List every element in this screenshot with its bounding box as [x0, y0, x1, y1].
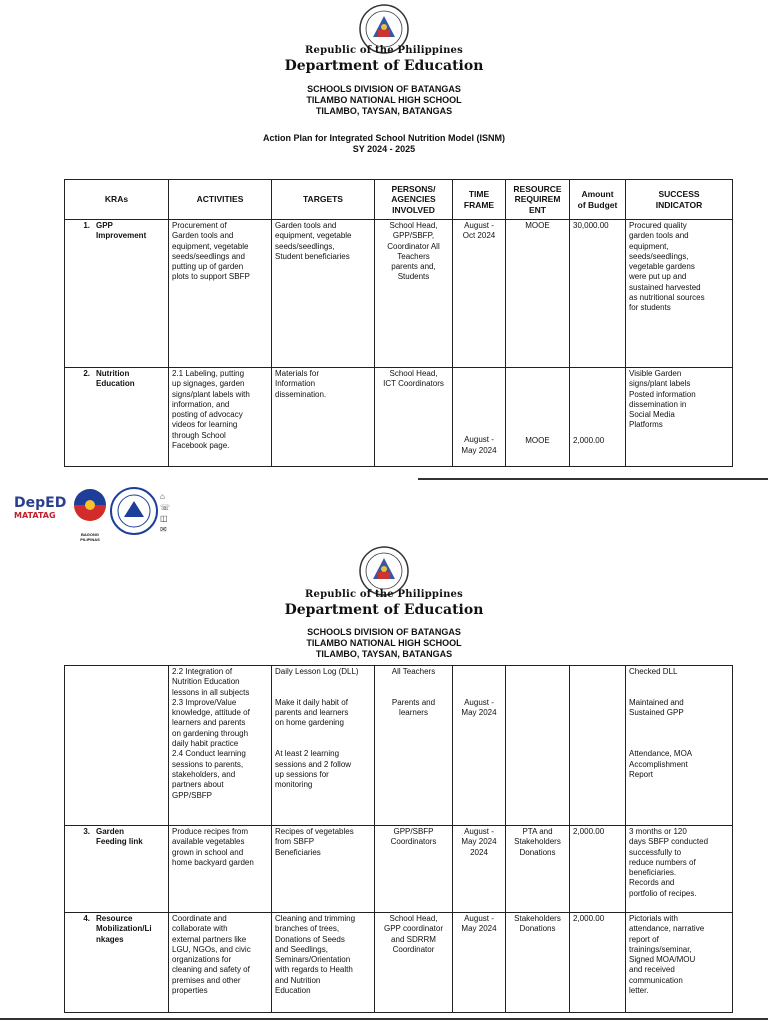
kra-cell — [65, 220, 169, 368]
col-header-indicator: SUCCESS INDICATOR — [626, 180, 733, 220]
budget-cell: 2,000.00 — [570, 826, 626, 913]
persons-cell: GPP/SBFP Coordinators — [375, 826, 453, 913]
targets-cell: Cleaning and trimming branches of trees, Donations of Seeds and Seedlings, Seminars/Orientation with regards to Health and Nutrition Education — [272, 913, 375, 1013]
persons-cell: School Head, GPP/SBFP, Coordinator All Teachers parents and, Students — [375, 220, 453, 368]
plan-title: Action Plan for Integrated School Nutrition Model (ISNM) — [263, 133, 505, 143]
matatag-logo-text: MATATAG — [14, 511, 56, 520]
school-label: TILAMBO NATIONAL HIGH SCHOOL — [306, 95, 462, 105]
kra-label: GPP Improvement — [96, 221, 147, 241]
table-row — [65, 368, 733, 467]
activities-cell: 2.2 Integration of Nutrition Education lessons in all subjects 2.3 Improve/Value knowledge, attitude of learners and parents on gardening through daily habit practice 2.4 Conduct learning sessions to parents, stakeholders, and partners about GPP/SBFP — [169, 666, 272, 826]
table-row — [65, 826, 733, 913]
page2-header — [0, 589, 768, 660]
indicator-cell: Checked DLL Maintained and Sustained GPP Attendance, MOA Accomplishment Report — [626, 666, 733, 826]
bottom-divider — [0, 1018, 768, 1020]
time-cell: August - Oct 2024 — [453, 220, 506, 368]
deped-logo-text: DepED — [14, 495, 67, 511]
indicator-cell: 3 months or 120 days SBFP conducted successfully to reduce numbers of beneficiaries. Records and portfolio of recipes. — [626, 826, 733, 913]
kra-label: Nutrition Education — [96, 369, 135, 389]
kra-label: Garden Feeding link — [96, 827, 143, 847]
kra-cell — [65, 826, 169, 913]
time-cell: August - May 2024 — [453, 368, 506, 467]
resource-cell: MOOE — [506, 220, 570, 368]
time-cell: August - May 2024 2024 — [453, 826, 506, 913]
address-label: TILAMBO, TAYSAN, BATANGAS — [315, 106, 453, 116]
division-label: SCHOOLS DIVISION OF BATANGAS — [307, 84, 461, 94]
kra-label: Resource Mobilization/Li nkages — [96, 914, 152, 944]
table-row — [65, 913, 733, 1013]
bagong-pilipinas-icon — [72, 487, 108, 527]
kra-number: 3. — [83, 827, 90, 836]
kra-number: 1. — [83, 221, 90, 230]
budget-cell — [570, 666, 626, 826]
school-label: TILAMBO NATIONAL HIGH SCHOOL — [306, 638, 462, 648]
bagong-pilipinas-logo — [72, 487, 108, 542]
action-plan-table-page1 — [64, 179, 733, 467]
department-label: Department of Education — [284, 602, 484, 618]
kra-cell — [65, 913, 169, 1013]
bagong-pilipinas-text: BAGONG PILIPINAS — [80, 532, 100, 542]
col-header-budget: Amount of Budget — [570, 180, 626, 220]
targets-cell: Recipes of vegetables from SBFP Beneficiaries — [272, 826, 375, 913]
kra-number: 2. — [83, 369, 90, 378]
department-label: Department of Education — [284, 58, 484, 74]
resource-cell: Stakeholders Donations — [506, 913, 570, 1013]
indicator-cell: Visible Garden signs/plant labels Posted information dissemination in Social Media Platforms — [626, 368, 733, 467]
indicator-cell: Procured quality garden tools and equipment, seeds/seedlings, vegetable gardens were put up and sustained harvested as nutritional sources for students — [626, 220, 733, 368]
kra-cell — [65, 368, 169, 467]
col-header-resource: RESOURCE REQUIREM ENT — [506, 180, 570, 220]
col-header-targets: TARGETS — [272, 180, 375, 220]
activities-cell: Procurement of Garden tools and equipment, vegetable seeds/seedlings and putting up of garden plots to support SBFP — [169, 220, 272, 368]
table-header-row — [65, 180, 733, 220]
action-plan-table-page2 — [64, 665, 733, 1013]
targets-cell: Materials for Information dissemination. — [272, 368, 375, 467]
page-footer — [0, 477, 768, 543]
targets-cell: Garden tools and equipment, vegetable seeds/seedlings, Student beneficiaries — [272, 220, 375, 368]
address-label: TILAMBO, TAYSAN, BATANGAS — [315, 649, 453, 659]
budget-cell: 2,000.00 — [570, 913, 626, 1013]
table-row — [65, 220, 733, 368]
location-icon: ⌂ — [160, 492, 165, 501]
resource-cell: MOOE — [506, 368, 570, 467]
republic-label: Republic of the Philippines — [305, 45, 463, 56]
division-label: SCHOOLS DIVISION OF BATANGAS — [307, 627, 461, 637]
col-header-persons: PERSONS/ AGENCIES INVOLVED — [375, 180, 453, 220]
resource-cell — [506, 666, 570, 826]
resource-cell: PTA and Stakeholders Donations — [506, 826, 570, 913]
kra-cell — [65, 666, 169, 826]
email-icon: ✉ — [160, 525, 167, 534]
phone-icon: ☏ — [160, 503, 171, 512]
col-header-kras: KRAs — [65, 180, 169, 220]
school-year: SY 2024 - 2025 — [352, 144, 416, 154]
web-icon: ◫ — [160, 514, 168, 523]
activities-cell: 2.1 Labeling, putting up signages, garden signs/plant labels with information, and posting of advocacy videos for learning through School Facebook page. — [169, 368, 272, 467]
kra-number: 4. — [83, 914, 90, 923]
time-cell: August - May 2024 — [453, 666, 506, 826]
persons-cell: All Teachers Parents and learners — [375, 666, 453, 826]
activities-cell: Coordinate and collaborate with external partners like LGU, NGOs, and civic organizations for cleaning and safety of premises and other properties — [169, 913, 272, 1013]
page1-header — [0, 45, 768, 155]
indicator-cell: Pictorials with attendance, narrative report of trainings/seminar, Signed MOA/MOU and received communication letter. — [626, 913, 733, 1013]
deped-matatag-logo — [14, 495, 66, 529]
persons-cell: School Head, ICT Coordinators — [375, 368, 453, 467]
activities-cell: Produce recipes from available vegetables grown in school and home backyard garden — [169, 826, 272, 913]
col-header-activities: ACTIVITIES — [169, 180, 272, 220]
targets-cell: Daily Lesson Log (DLL) Make it daily habit of parents and learners on home gardening At least 2 learning sessions and 2 follow up sessions for monitoring — [272, 666, 375, 826]
budget-cell: 30,000.00 — [570, 220, 626, 368]
contact-icons — [160, 491, 170, 535]
table-row — [65, 666, 733, 826]
budget-cell: 2,000.00 — [570, 368, 626, 467]
time-cell: August - May 2024 — [453, 913, 506, 1013]
persons-cell: School Head, GPP coordinator and SDRRM Coordinator — [375, 913, 453, 1013]
school-seal-icon — [110, 487, 158, 535]
republic-label: Republic of the Philippines — [305, 589, 463, 600]
col-header-time: TIME FRAME — [453, 180, 506, 220]
